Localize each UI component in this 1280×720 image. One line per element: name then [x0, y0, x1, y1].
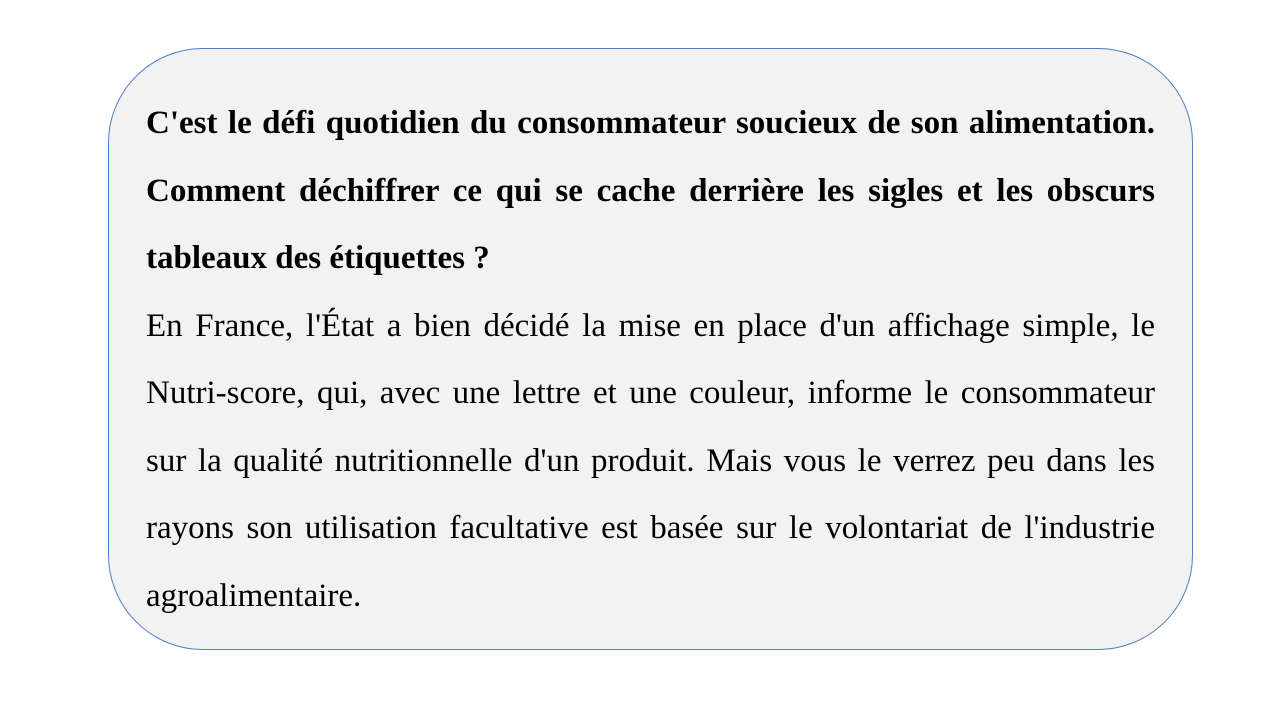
body-paragraph: En France, l'État a bien décidé la mise en place d'un affichage simple, le Nutri-score, qui, avec une lettre et une couleur, informe le consommateur sur la qualité nutritionnelle d'un produit. Mais vous le verrez peu dans les rayons son utilisation facultative est basée sur le volontariat de l'industrie agroalimentaire.	[146, 307, 1155, 614]
rounded-text-box	[108, 48, 1193, 650]
intro-paragraph: C'est le défi quotidien du consommateur soucieux de son alimentation. Comment déchiffrer ce qui se cache derrière les sigles et les obscurs tableaux des étiquettes ?	[146, 105, 1155, 276]
text-content	[146, 90, 1155, 630]
